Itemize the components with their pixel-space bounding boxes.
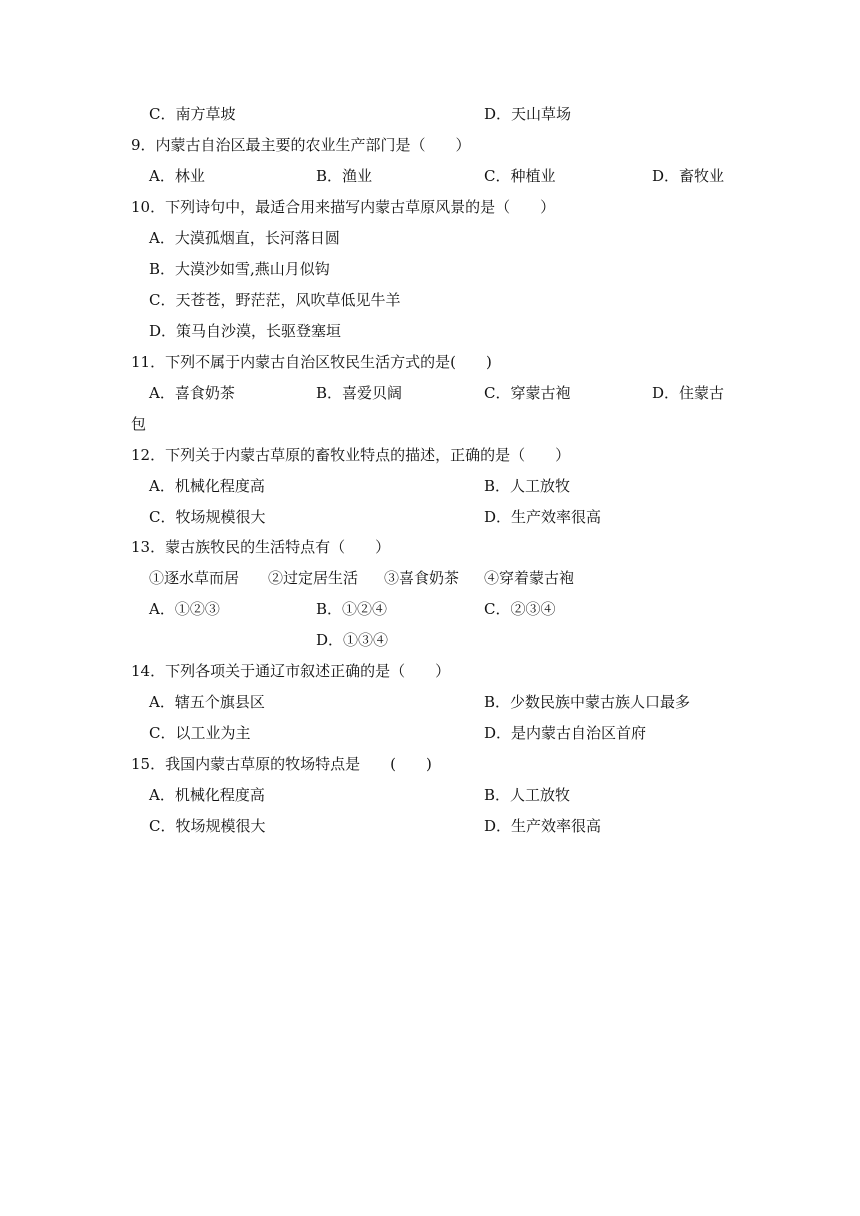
q10-option-d: D．策马自沙漠，长驱登塞垣 (149, 322, 342, 340)
q13-item-4: ④穿着蒙古袍 (484, 569, 575, 587)
q8-option-c: C．南方草坡 (149, 105, 236, 123)
q9-stem: 9．内蒙古自治区最主要的农业生产部门是（ ） (131, 136, 471, 154)
q10-option-a: A．大漠孤烟直，长河落日圆 (149, 229, 340, 247)
q11-option-b: B．喜爱贝阔 (316, 384, 403, 402)
q13-option-a: A．①②③ (149, 600, 220, 618)
q11-option-c: C．穿蒙古袍 (484, 384, 571, 402)
q12-option-b: B．人工放牧 (484, 477, 571, 495)
q13-stem: 13．蒙古族牧民的生活特点有（ ） (131, 538, 391, 556)
q11-option-a: A．喜食奶茶 (149, 384, 235, 402)
q14-option-c: C．以工业为主 (149, 724, 251, 742)
q15-stem: 15．我国内蒙古草原的牧场特点是 ( ) (131, 755, 432, 773)
q9-option-d: D．畜牧业 (652, 167, 725, 185)
q10-option-b: B．大漠沙如雪,燕山月似钩 (149, 260, 330, 278)
q12-option-c: C．牧场规模很大 (149, 508, 266, 526)
q9-option-c: C．种植业 (484, 167, 556, 185)
q12-option-a: A．机械化程度高 (149, 477, 265, 495)
q10-stem: 10．下列诗句中，最适合用来描写内蒙古草原风景的是（ ） (131, 198, 556, 216)
q14-option-a: A．辖五个旗县区 (149, 693, 265, 711)
q10-option-c: C．天苍苍，野茫茫，风吹草低见牛羊 (149, 291, 401, 309)
q9-option-a: A．林业 (149, 167, 205, 185)
q13-item-2: ②过定居生活 (268, 569, 359, 587)
q15-option-c: C．牧场规模很大 (149, 817, 266, 835)
q13-item-1: ①逐水草而居 (149, 569, 240, 587)
q14-option-d: D．是内蒙古自治区首府 (484, 724, 647, 742)
q11-option-d-wrap: 包 (131, 415, 147, 433)
q13-item-3: ③喜食奶茶 (384, 569, 460, 587)
q14-option-b: B．少数民族中蒙古族人口最多 (484, 693, 691, 711)
q15-option-a: A．机械化程度高 (149, 786, 265, 804)
q11-option-d: D．住蒙古 (652, 384, 725, 402)
q15-option-b: B．人工放牧 (484, 786, 571, 804)
q11-stem: 11．下列不属于内蒙古自治区牧民生活方式的是( ) (131, 353, 492, 371)
q13-option-b: B．①②④ (316, 600, 388, 618)
q12-option-d: D．生产效率很高 (484, 508, 602, 526)
q14-stem: 14．下列各项关于通辽市叙述正确的是（ ） (131, 662, 451, 680)
q8-option-d: D．天山草场 (484, 105, 572, 123)
q15-option-d: D．生产效率很高 (484, 817, 602, 835)
q13-option-c: C．②③④ (484, 600, 556, 618)
q12-stem: 12．下列关于内蒙古草原的畜牧业特点的描述，正确的是（ ） (131, 446, 571, 464)
q9-option-b: B．渔业 (316, 167, 373, 185)
q13-option-d: D．①③④ (316, 631, 389, 649)
